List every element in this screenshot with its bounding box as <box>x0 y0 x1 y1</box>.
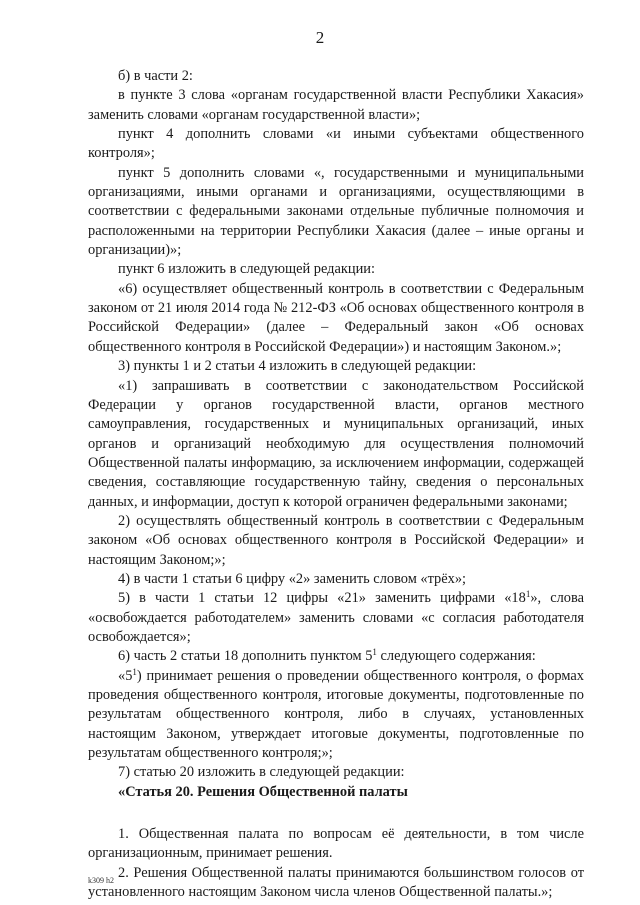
text-span: следующего содержания: <box>376 648 536 665</box>
text-span: ) принимает решения о проведении общественного контроля, о формах проведения общественного контроля, итоговые документы, подготовленные по результатам общественного контроля, либо в случаях, установленных настоящим Законом, утверждает итоговые документы, подготовленные по результатам общественного контроля;»; <box>88 667 584 762</box>
paragraph: 2. Решения Общественной палаты принимаются большинством голосов от установленного настоящим Законом числа членов Общественной палаты.»; <box>88 864 584 901</box>
paragraph: 3) пункты 1 и 2 статьи 4 изложить в следующей редакции: <box>118 358 477 375</box>
document-code: k309 h2 <box>88 876 114 885</box>
document-body <box>88 67 584 902</box>
paragraph: в пункте 3 слова «органам государственной власти Республики Хакасия» заменить словами «органам государственной власти»; <box>88 87 584 123</box>
text-span: », слова «освобождается работодателем» заменить словами «с согласия работодателя освобождается»; <box>88 590 584 645</box>
paragraph: б) в части 2: <box>118 68 193 84</box>
text-span: 6) часть 2 статьи 18 дополнить пунктом 5 <box>118 648 373 665</box>
page-number: 2 <box>315 28 325 47</box>
superscript: 1 <box>132 666 137 677</box>
paragraph: 2) осуществлять общественный контроль в соответствии с Федеральным законом «Об основах общественного контроля в Российской Федерации» и настоящим Законом;»; <box>88 512 584 568</box>
paragraph: 1. Общественная палата по вопросам её деятельности, в том числе организационным, принимает решения. <box>88 826 584 862</box>
paragraph: пункт 4 дополнить словами «и иными субъектами общественного контроля»; <box>88 126 584 162</box>
superscript: 1 <box>525 589 531 600</box>
paragraph: 7) статью 20 изложить в следующей редакции: <box>118 764 405 781</box>
text-span: 5) в части 1 статьи 12 цифры «21» заменить цифрами «18 <box>118 590 526 607</box>
paragraph <box>88 667 584 764</box>
paragraph: 4) в части 1 статьи 6 цифру «2» заменить словом «трёх»; <box>118 570 467 587</box>
paragraph: пункт 6 изложить в следующей редакции: <box>118 261 375 278</box>
paragraph: пункт 5 дополнить словами «, государственными и муниципальными организациями, иными органами и организациями, осуществляющими в соответствии с федеральными законами отдельные публичные полномочия и расположенными на территории Республики Хакасия (далее – иные органы и организации)»; <box>88 164 584 259</box>
superscript: 1 <box>372 647 377 658</box>
text-span: «5 <box>118 667 133 684</box>
paragraph: «6) осуществляет общественный контроль в соответствии с Федеральным законом от 21 июля 2014 года № 212-ФЗ «Об основах общественного контроля в Российской Федерации» (далее – Федеральный закон «Об основах общественного контроля в Российской Федерации») и настоящим Законом.»; <box>88 280 584 355</box>
article-heading: «Статья 20. Решения Общественной палаты <box>118 783 408 800</box>
paragraph <box>88 647 584 666</box>
paragraph: «1) запрашивать в соответствии с законодательством Российской Федерации у органов государственной власти, органов местного самоуправления, государственных и муниципальных организаций, иных органов и организаций необходимую для осуществления полномочий Общественной палаты информацию, за исключением информации, содержащей сведения, составляющие государственную тайну, сведения о персональных данных, и информации, доступ к которой ограничен федеральными законами; <box>88 377 584 510</box>
paragraph <box>88 589 584 647</box>
